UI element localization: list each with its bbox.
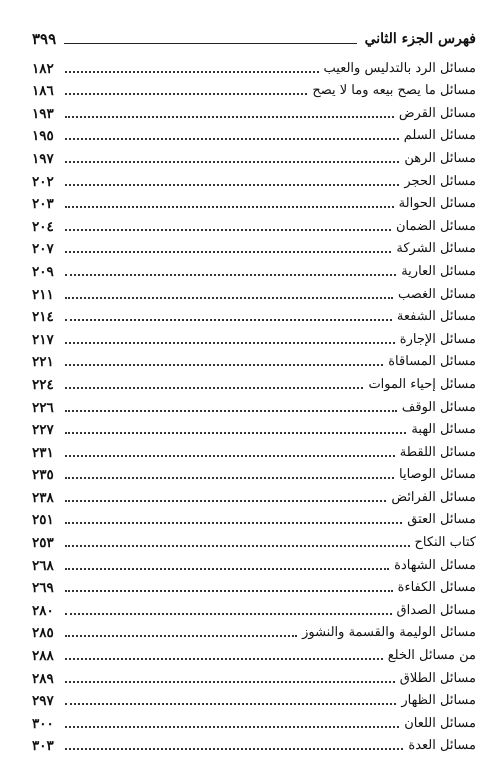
toc-entry-page-number: ٢٢٦ (32, 399, 54, 416)
toc-entry (32, 439, 476, 462)
toc-entry-title: مسائل الرهن (404, 150, 476, 166)
toc-entry-title: مسائل الحوالة (398, 196, 476, 212)
toc-entry (32, 575, 476, 598)
toc-entry-page-number: ٣٠٣ (32, 738, 54, 755)
toc-entry-page-number: ٢٠٣ (32, 196, 54, 213)
toc-entry-title: مسائل العارية (401, 263, 476, 279)
dot-leader (65, 184, 399, 186)
toc-entry (32, 733, 476, 756)
toc-entry-page-number: ٢٨٥ (32, 625, 54, 642)
toc-entry (32, 236, 476, 259)
dot-leader (65, 545, 410, 547)
dot-leader (65, 93, 307, 95)
toc-entry (32, 55, 476, 78)
dot-leader (65, 138, 399, 140)
dot-leader (65, 71, 319, 73)
toc-entry-page-number: ٣٠٠ (32, 715, 54, 732)
toc-entry (32, 710, 476, 733)
dot-leader (65, 748, 403, 750)
toc-entry-page-number: ٢١٤ (32, 309, 54, 326)
dot-leader (65, 590, 393, 592)
toc-entry (32, 529, 476, 552)
toc-entry-title: مسائل الفرائض (391, 489, 476, 505)
toc-entry (32, 78, 476, 101)
toc-entry-title: مسائل الوقف (401, 399, 476, 415)
dot-leader (65, 522, 402, 524)
toc-entry (32, 281, 476, 304)
dot-leader (65, 568, 389, 570)
toc-entry-title: مسائل المساقاة (388, 354, 476, 370)
toc-entry (32, 213, 476, 236)
dot-leader (65, 206, 394, 208)
dot-leader (65, 681, 395, 683)
toc-entry-page-number: ٢٨٩ (32, 670, 54, 687)
toc-entry-page-number: ٢٢١ (32, 354, 54, 371)
header-page-number: ٣٩٩ (32, 30, 57, 48)
toc-entry-page-number: ٢٨٨ (32, 648, 54, 665)
toc-entry-title: مسائل الإجارة (399, 331, 476, 347)
toc-entry-page-number: ١٨٢ (32, 60, 54, 77)
toc-entry (32, 123, 476, 146)
toc-entry (32, 394, 476, 417)
toc-entry (32, 326, 476, 349)
toc-entry-title: مسائل إحياء الموات (368, 376, 476, 392)
toc-entry-title: مسائل الحجر (404, 173, 476, 189)
toc-entry (32, 349, 476, 372)
dot-leader (65, 161, 399, 163)
toc-entry-title: مسائل الوصايا (399, 467, 476, 483)
toc-entry-page-number: ٢٨٠ (32, 602, 54, 619)
toc-entry (32, 688, 476, 711)
dot-leader (65, 455, 395, 457)
toc-entry-title: مسائل الشركة (396, 241, 476, 257)
dot-leader (65, 500, 386, 502)
toc-entry (32, 665, 476, 688)
toc-entry-title: مسائل الرد بالتدليس والعيب (323, 60, 476, 76)
dot-leader (65, 364, 383, 366)
toc-entry-page-number: ٢٥١ (32, 512, 54, 529)
toc-entry-page-number: ٢٠٧ (32, 241, 54, 258)
toc-entry (32, 507, 476, 530)
dot-leader (65, 387, 363, 389)
toc-entry-page-number: ١٨٦ (32, 83, 54, 100)
toc-entry-title: مسائل الضمان (396, 218, 476, 234)
toc-entry-page-number: ٢٦٨ (32, 557, 54, 574)
dot-leader (65, 432, 406, 434)
toc-entry (32, 417, 476, 440)
table-of-contents (32, 55, 476, 755)
dot-leader (65, 703, 396, 705)
toc-entry (32, 258, 476, 281)
dot-leader (65, 658, 383, 660)
toc-entry-title: من مسائل الخلع (387, 648, 476, 664)
toc-entry (32, 304, 476, 327)
dot-leader (65, 726, 399, 728)
toc-entry-page-number: ٢١١ (32, 286, 54, 303)
toc-entry (32, 620, 476, 643)
dot-leader (65, 116, 394, 118)
toc-entry-page-number: ٢٠٩ (32, 263, 54, 280)
toc-entry-page-number: ٢٣٥ (32, 467, 54, 484)
toc-entry-page-number: ٢٣٨ (32, 489, 54, 506)
toc-entry (32, 168, 476, 191)
toc-entry-page-number: ١٩٣ (32, 105, 54, 122)
toc-entry-title: مسائل العدة (408, 738, 476, 754)
toc-entry-page-number: ١٩٥ (32, 128, 54, 145)
dot-leader (65, 342, 395, 344)
toc-entry (32, 484, 476, 507)
dot-leader (65, 613, 392, 615)
toc-entry-title: مسائل الشفعة (396, 309, 476, 325)
toc-entry-title: مسائل ما يصح بيعه وما لا يصح (312, 83, 476, 99)
toc-entry-page-number: ٢٢٤ (32, 376, 54, 393)
toc-entry-page-number: ١٩٧ (32, 150, 54, 167)
running-header (32, 22, 476, 48)
toc-entry-page-number: ٢٢٧ (32, 422, 54, 439)
dot-leader (65, 477, 394, 479)
toc-entry (32, 462, 476, 485)
dot-leader (65, 410, 397, 412)
dot-leader (65, 635, 297, 637)
header-rule (64, 43, 356, 44)
toc-entry (32, 552, 476, 575)
toc-entry-title: مسائل الصداق (396, 602, 476, 618)
toc-entry-page-number: ٢١٧ (32, 331, 54, 348)
header-title: فهرس الجزء الثاني (364, 31, 476, 47)
toc-entry-title: مسائل الظهار (401, 693, 476, 709)
dot-leader (65, 229, 391, 231)
toc-entry-title: كتاب النكاح (414, 535, 476, 551)
dot-leader (65, 274, 396, 276)
toc-entry-title: مسائل اللقطة (399, 444, 476, 460)
toc-entry-title: مسائل اللعان (404, 715, 476, 731)
toc-entry (32, 145, 476, 168)
dot-leader (65, 297, 393, 299)
dot-leader (65, 319, 392, 321)
toc-entry-title: مسائل القرض (398, 105, 476, 121)
toc-entry-title: مسائل السلم (403, 128, 476, 144)
toc-entry-page-number: ٢٠٢ (32, 173, 54, 190)
toc-entry-title: مسائل العتق (407, 512, 476, 528)
toc-entry-page-number: ٢٣١ (32, 444, 54, 461)
dot-leader (65, 251, 391, 253)
toc-entry (32, 100, 476, 123)
toc-entry (32, 191, 476, 214)
toc-entry-page-number: ٢٦٩ (32, 580, 54, 597)
toc-entry-title: مسائل الكفاءة (397, 580, 476, 596)
toc-entry (32, 371, 476, 394)
toc-entry (32, 597, 476, 620)
toc-entry-title: مسائل الطلاق (399, 670, 476, 686)
toc-entry-title: مسائل الوليمة والقسمة والنشوز (302, 625, 476, 641)
toc-entry-title: مسائل الغصب (398, 286, 476, 302)
toc-entry-page-number: ٢٥٣ (32, 535, 54, 552)
toc-entry-title: مسائل الشهادة (394, 557, 476, 573)
toc-entry-title: مسائل الهبة (411, 422, 476, 438)
toc-entry-page-number: ٢٠٤ (32, 218, 54, 235)
toc-entry-page-number: ٢٩٧ (32, 693, 54, 710)
toc-entry (32, 642, 476, 665)
